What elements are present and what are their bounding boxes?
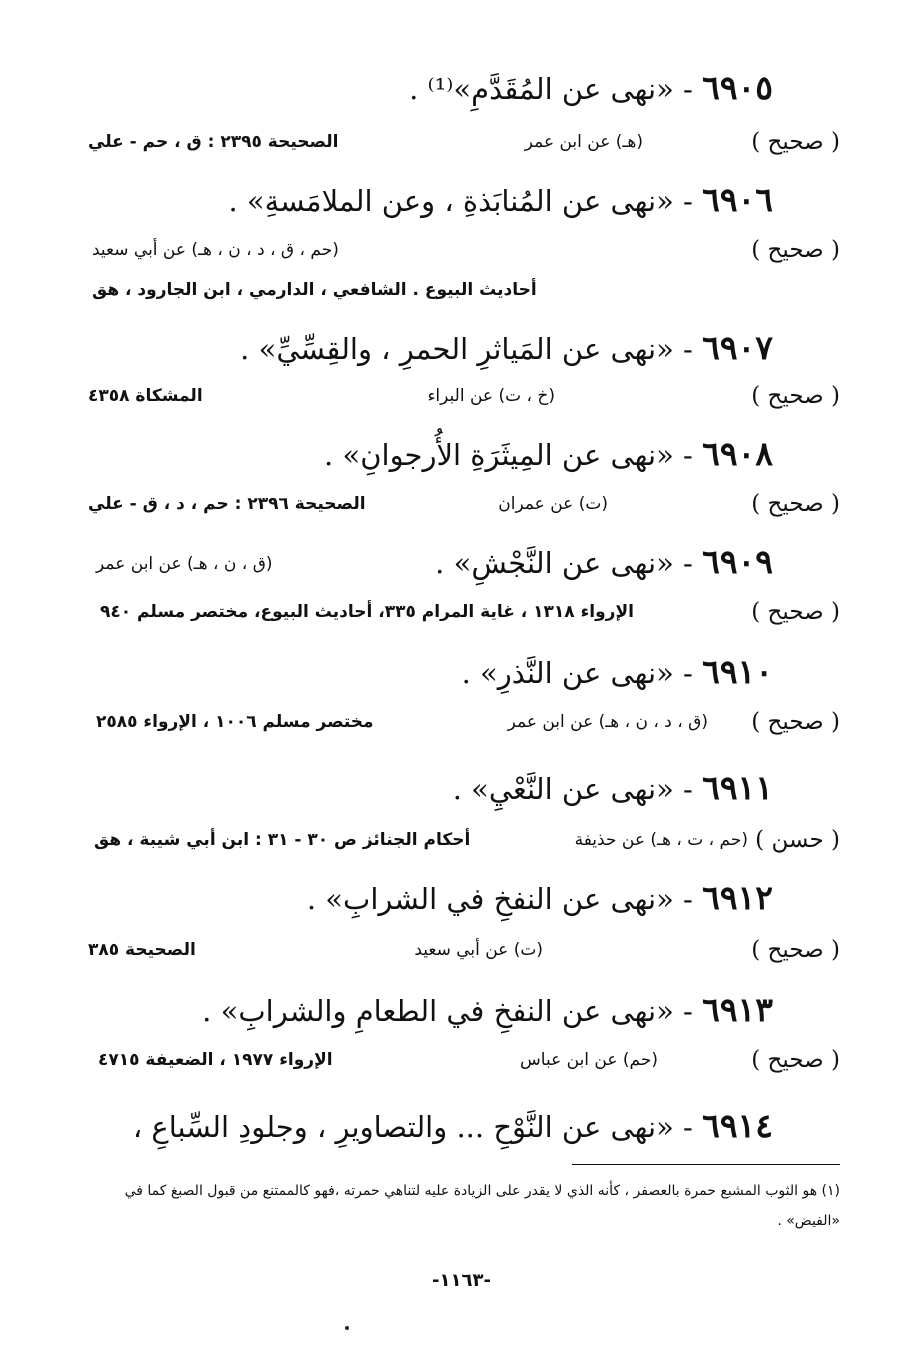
- hadith-text: «نهى عن النَّذرِ» .: [461, 656, 674, 690]
- reference-list: الصحيحة ٢٣٩٥ : ق ، حم - علي: [88, 132, 339, 152]
- hadith-text: «نهى عن المُقَدَّمِ»⁽¹⁾ .: [409, 72, 674, 106]
- hadith-line-6913: [202, 988, 773, 1033]
- source-attribution: (حم ، ت ، هـ) عن حذيفة: [574, 830, 748, 850]
- grade-label: ( صحيح ): [751, 937, 840, 963]
- source-attribution: (حم) عن ابن عباس: [520, 1050, 658, 1070]
- hadith-number: ٦٩٠٦: [702, 180, 773, 219]
- dash: -: [673, 1110, 693, 1144]
- hadith-number: ٦٩٠٩: [702, 542, 773, 581]
- hadith-line-6914: [133, 1104, 773, 1149]
- hadith-text: «نهى عن النفخِ في الطعامِ والشرابِ» .: [202, 994, 674, 1028]
- reference-list: الإرواء ١٩٧٧ ، الضعيفة ٤٧١٥: [98, 1050, 333, 1070]
- reference-list: الصحيحة ٣٨٥: [88, 940, 196, 960]
- reference-list: الإرواء ١٣١٨ ، غاية المرام ٣٣٥، أحاديث البيوع، مختصر مسلم ٩٤٠: [100, 602, 634, 622]
- page-number: -١١٦٣-: [432, 1270, 491, 1291]
- reference-list: المشكاة ٤٣٥٨: [88, 386, 203, 406]
- hadith-text: «نهى عن النَّجْشِ» .: [435, 546, 674, 580]
- hadith-number: ٦٩٠٨: [702, 434, 773, 473]
- hadith-text: «نهى عن النَّعْيِ» .: [452, 772, 674, 806]
- hadith-text: «نهى عن النَّوْحِ ... والتصاويرِ ، وجلودِ السِّباعِ ،: [132, 1110, 674, 1144]
- dash: -: [673, 772, 693, 806]
- reference-list: الصحيحة ٢٣٩٦ : حم ، د ، ق - علي: [88, 494, 366, 514]
- source-attribution: (ق ، ن ، هـ) عن ابن عمر: [96, 554, 273, 574]
- dash: -: [673, 72, 693, 106]
- hadith-text: «نهى عن المُنابَذةِ ، وعن الملامَسةِ» .: [228, 184, 674, 218]
- reference-list: أحاديث البيوع . الشافعي ، الدارمي ، ابن الجارود ، هق: [92, 280, 537, 300]
- reference-list: مختصر مسلم ١٠٠٦ ، الإرواء ٢٥٨٥: [96, 712, 374, 732]
- grade-label: ( صحيح ): [751, 599, 840, 625]
- hadith-text: «نهى عن المِيثَرَةِ الأُرجوانِ» .: [324, 438, 674, 472]
- grade-label: ( صحيح ): [751, 1047, 840, 1073]
- hadith-line-6907: [240, 326, 773, 371]
- hadith-line-6909: [435, 540, 773, 585]
- scan-speck: [345, 1326, 349, 1330]
- dash: -: [673, 438, 693, 472]
- hadith-number: ٦٩١٣: [702, 990, 773, 1029]
- hadith-line-6905: [409, 66, 773, 111]
- reference-list: أحكام الجنائز ص ٣٠ - ٣١ : ابن أبي شيبة ، هق: [94, 830, 471, 850]
- grade-label: ( صحيح ): [751, 383, 840, 409]
- source-attribution: (حم ، ق ، د ، ن ، هـ) عن أبي سعيد: [92, 240, 339, 260]
- source-attribution: (ق ، د ، ن ، هـ) عن ابن عمر: [507, 712, 708, 732]
- hadith-text: «نهى عن النفخِ في الشرابِ» .: [306, 882, 674, 916]
- dash: -: [673, 184, 693, 218]
- hadith-text: «نهى عن المَياثرِ الحمرِ ، والقِسِّيِّ» .: [240, 332, 674, 366]
- dash: -: [673, 882, 693, 916]
- hadith-line-6910: [462, 650, 773, 695]
- hadith-line-6911: [453, 766, 773, 811]
- source-attribution: (هـ) عن ابن عمر: [524, 132, 643, 152]
- source-attribution: (ت) عن أبي سعيد: [414, 940, 543, 960]
- dash: -: [673, 546, 693, 580]
- hadith-number: ٦٩١٢: [702, 878, 773, 917]
- grade-label: ( صحيح ): [751, 129, 840, 155]
- grade-label: ( صحيح ): [751, 709, 840, 735]
- hadith-number: ٦٩١١: [702, 768, 773, 807]
- grade-label: ( صحيح ): [751, 237, 840, 263]
- source-attribution: (ت) عن عمران: [498, 494, 608, 514]
- hadith-line-6908: [324, 432, 773, 477]
- dash: -: [673, 656, 693, 690]
- hadith-line-6912: [307, 876, 773, 921]
- grade-label: ( صحيح ): [751, 491, 840, 517]
- hadith-number: ٦٩١٠: [702, 652, 773, 691]
- grade-label: ( حسن ): [755, 827, 840, 853]
- hadith-line-6906: [228, 178, 773, 223]
- hadith-number: ٦٩١٤: [702, 1106, 773, 1145]
- hadith-number: ٦٩٠٥: [702, 68, 773, 107]
- dash: -: [673, 332, 693, 366]
- footnote-divider: [572, 1164, 840, 1165]
- dash: -: [673, 994, 693, 1028]
- hadith-number: ٦٩٠٧: [702, 328, 773, 367]
- source-attribution: (خ ، ت) عن البراء: [427, 386, 555, 406]
- footnote: (١) هو الثوب المشبع حمرة بالعصفر ، كأنه الذي لا يقدر على الزيادة عليه لتناهي حمرته ،فهو كالممتنع من قبول الصبغ كما في «الفيض» .: [124, 1183, 840, 1229]
